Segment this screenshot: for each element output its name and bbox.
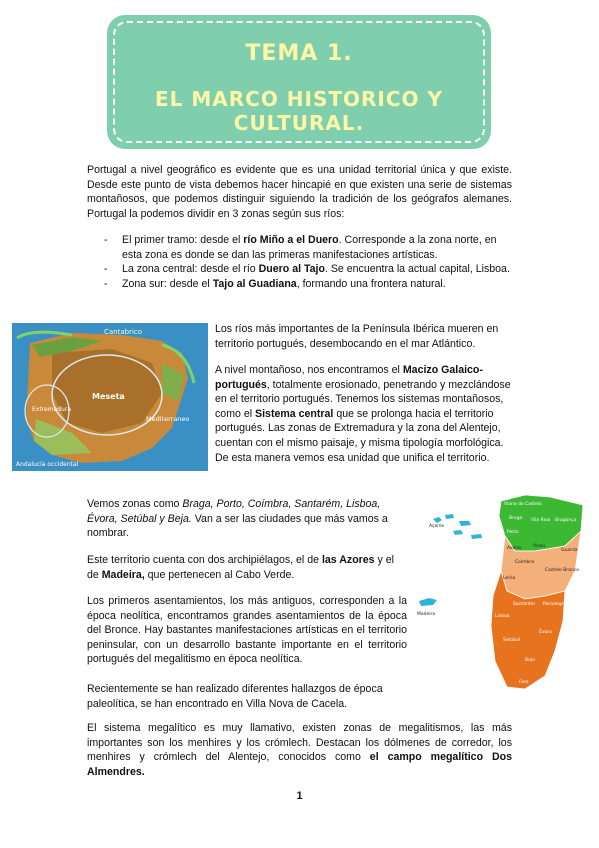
list-item: - La zona central: desde el río Duero al Tajo. Se encuentra la actual capital, Lisboa.: [104, 262, 512, 277]
title-line-2: EL MARCO HISTORICO Y CULTURAL.: [155, 87, 443, 135]
map-label-guarda: Guarda: [561, 548, 578, 553]
map-label-santarem: Santarém: [513, 602, 535, 607]
map-label-viseu: Viseu: [533, 544, 546, 549]
intro-paragraph: Portugal a nivel geográfico es evidente que es una unidad territorial única y que existe. Desde este punto de vista debemos hacer hincapié en que existen una serie de sistemas montañosos, que podemos distinguir siguiendo la tradición de los geógrafos alemanes. Portugal la podemos dividir en 3 zonas según sus ríos:: [87, 164, 512, 220]
map-label-aveiro: Aveiro: [507, 546, 522, 551]
megalith-paragraph: El sistema megalítico es muy llamativo, existen zonas de megalitismos, las más importantes son los menhires y los crómlech. Destacan los dólmenes de corredor, los menhires y crómlech del Alentejo, conocidos como el campo megalítico Dos Almendres.: [87, 722, 512, 778]
map-label-braga: Braga: [509, 516, 523, 521]
portugal-districts-map: [415, 491, 587, 694]
map-label-meseta: Meseta: [92, 392, 125, 401]
iberia-relief-map: [12, 323, 208, 471]
map-label-castelo-branco: Castelo Branco: [545, 568, 579, 573]
map-label-portalegre: Portalegre: [543, 602, 567, 607]
rivers-paragraph: Los ríos más importantes de la Península Ibérica mueren en territorio portugués, desembocando en el mar Atlántico.: [215, 323, 499, 350]
list-item: - El primer tramo: desde el río Miño a el Duero. Corresponde a la zona norte, en esta zona es donde se dan las primeras manifestaciones artísticas.: [104, 233, 512, 262]
map-label-coimbra: Coimbra: [515, 560, 534, 565]
map-label-extremadura: Extremadura: [32, 406, 71, 413]
title-line-1: TEMA 1.: [245, 41, 353, 66]
findings-paragraph: Recientemente se han realizado diferentes hallazgos de época paleolítica, se han encontrado en Villa Nova de Cacela.: [87, 683, 383, 710]
list-item: - Zona sur: desde el Tajo al Guadiana, formando una frontera natural.: [104, 277, 512, 292]
map-label-madeira: Madeira: [417, 612, 436, 617]
map-label-porto: Porto: [507, 530, 519, 535]
map-label-andalucia: Andalucía occidental: [16, 461, 79, 468]
map-label-leiria: Leiria: [503, 576, 516, 581]
map-label-beja: Beja: [525, 658, 535, 663]
map-label-braganca: Bragança: [555, 518, 577, 523]
map-label-faro: Faro: [519, 680, 529, 685]
page-number: 1: [296, 790, 303, 802]
map-label-vila-real: Vila Real: [531, 518, 551, 523]
settlements-paragraph: Los primeros asentamientos, los más antiguos, corresponden a la época neolítica, encontramos grandes asentamientos de la época del Bronce. Hay bastantes manifestaciones artísticas en el territorio peninsular, con un desarrollo bastante importante en el territorio portugués del megalitismo en época neolítica.: [87, 595, 407, 666]
mountains-paragraph: A nivel montañoso, nos encontramos el Macizo Galaico-portugués, totalmente erosionado, penetrando y mezclándose en el territorio portugués. Tenemos los sistemas montañosos, como el Sistema central que se prolonga hacia el territorio portugués. Las zonas de Extremadura y la zona del Alentejo, cuentan con el mismo paisaje, y misma tipología morfológica. De esta manera vemos esa unidad que unifica el territorio.: [215, 364, 511, 464]
map-label-azores: Açores: [429, 524, 445, 529]
map-label-lisboa: Lisboa: [495, 614, 510, 619]
map-label-mediterraneo: Mediterraneo: [146, 415, 190, 423]
cities-paragraph: Vemos zonas como Braga, Porto, Coímbra, Santarém, Lisboa, Évora, Setúbal y Beja. Van a ser las ciudades que más vamos a nombrar.: [87, 498, 388, 540]
map-label-cantabrico: Cantabrico: [104, 328, 143, 336]
river-zones-list: [104, 233, 512, 291]
map-label-setubal: Setúbal: [503, 638, 521, 643]
map-label-evora: Évora: [539, 630, 552, 635]
map-label-viana: Viana do Castelo: [504, 502, 542, 507]
title-banner: [107, 15, 491, 149]
archipelagos-paragraph: Este territorio cuenta con dos archipiélagos, el de las Azores y el de Madeira, que pertenecen al Cabo Verde.: [87, 554, 395, 581]
